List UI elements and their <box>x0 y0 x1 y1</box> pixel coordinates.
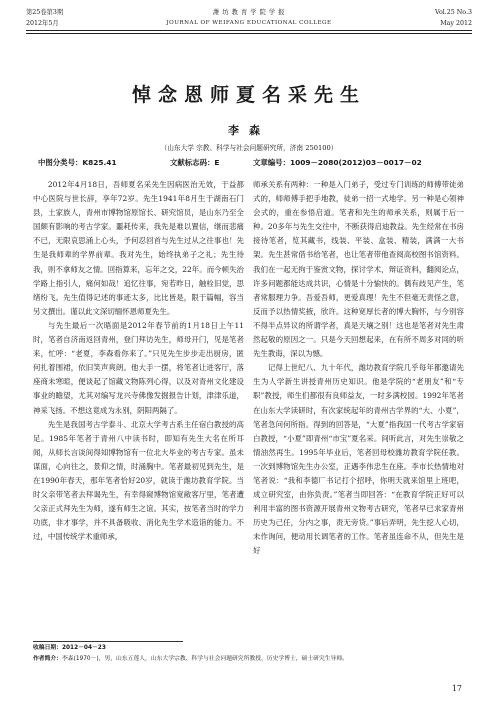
journal-name-en: JOURNAL OF WEIFANG EDUCATIONAL COLLEGE <box>166 20 332 26</box>
paragraph: 记得上世纪八、九十年代，潍坊教育学院几乎每年都邀请先生为人学新生讲授青州历史知识。他是学院的“老朋友”和“专职”教授，师生们都很有良师益友，一时多满校园。1992年笔者在山东大学读研时，有次家统起年的青州古学界的“大、小夏”，笔者急问何所指。得到的回答是，“大夏”指我国一代考古学家宿白教授，“小夏”即青州“市宝”夏名采。间听此言，对先生崇敬之情油然再生。1995年毕业后，笔者回母校潍坊教育学院任教。一次到博物馆先生办公室，正遇李伟忠生在座。李市长热情地对笔者说：“我和李德厂书记打个招呼，你明天就来馆里上班吧，成立研究室，由你负责。”笔者当即回答：“在教育学院正好可以利用丰富的图书资源开展青州文物考古研究，笔者早已求家青州历史为己任，分内之事，责无旁贷。”事后弄明，先生挖人心切，未作询问，便动用长调笔者的工作。笔者虽连命不从，但先生是好 <box>253 363 464 556</box>
header-rule-thin <box>26 33 472 34</box>
author-name: 李森 <box>228 124 270 137</box>
received-date: 收稿日期：2012－04－23 <box>33 645 106 651</box>
author-bio <box>33 655 465 664</box>
clc-number: 中图分类号：K825.41 <box>38 158 117 167</box>
volume-label: Vol.25 No.3 <box>435 9 472 16</box>
author-bio-label: 作者简介： <box>33 656 62 662</box>
document-code: 文献标志码：E <box>170 158 220 167</box>
left-column <box>33 178 244 544</box>
affiliation: （山东大学 宗教、科学与社会问题研究所，济南 250100） <box>160 144 338 152</box>
author-bio-text: 李森(1970－)，男，山东五莲人，山东大学宗教、科学与社会问题研究所教授，历史学博士，硕士研究生导师。 <box>62 656 348 662</box>
paragraph: 2012年4月18日，吾师夏名采先生因病医治无效，于益都中心医院与世长辞，享年72岁。先生1941年8月生于湖南石门县，土家族人，青州市博物馆原馆长、研究馆员，是山东乃至全国颇有影响的考古学家。噩耗传来，我先是难以置信，继而悲痛不已，无限哀思涌上心头，予何忍回首与先生过从之往事也！先生是我师辈的学界前辈。我对先生，始终执弟子之礼；先生待我，则不拿师友之情。回指算来，忘年之交，22年。而今顿失治学路上指引人，痛何如哉！追忆往事，宛若昨日，触栓旧觉，思绪纷飞。先生值得记述的事迹太多，比比皆是，限于篇幅，容当另文撰出。谨以此文深切缅怀恩师夏先生。 <box>33 180 244 316</box>
header-rule-thick <box>26 30 472 31</box>
issue-label: 第25卷第3期 <box>26 9 64 16</box>
date-cn: 2012年5月 <box>26 20 59 27</box>
article-id: 文章编号：1009－2080(2012)03－0017－02 <box>253 158 422 167</box>
page-number: 17 <box>451 684 462 693</box>
footnote-rule <box>33 641 183 642</box>
article-title: 悼念恩师夏名采先生 <box>131 84 366 106</box>
paragraph: 先生是我国考古学泰斗、北京大学考古系主任宿白教授的高足。1985年笔者于青州八中读书时，即知有先生大名在所耳闻，从师长言谈间得知博物馆有一位北大毕业的考古专家。虽未谋面，心向往之，景仰之情，时涌胸中。笔者最初见到先生，是在1990年春天，那年笔者恰好20岁，就读于潍坊教育学院。当时父亲带笔者去拜谒先生，有幸得窥博物馆宽敞客厅里，笔者遭父亲正式拜先生为师，遂有师生之谊。其实，按笔者当时的学力功底，非才事学，并不具备吸收、消化先生学术造诣的能力。不过，中国传统学术重师承， <box>33 419 244 542</box>
paragraph: 师承关系有两种：一种是入门弟子，受过专门训练的师傅带徒弟式的，师师傅手把手地教，徒弟一招一式地学。另一种是心领神会式的，重在参悟启道。笔者和先生的师承关系，则属于后一种。20多年与先生交往中，不断获得启迪教益。先生经常在书房接待笔者，览其藏书，线装、平装、盒装、精装，满满一大书架。先生甚常借书给笔者，也让笔者带他查阅高校图书馆资料。我们在一起无拘于鉴赏文物，探讨学术，辩证资料，翻阅论点，许多问题都能达成共识，心情是十分愉快的。偶有歧见产生，笔者常服理力争。吾爱吾师，更爱真理！先生不但毫无责怪之意，反而予以热情奖掖，欣许。这种宽厚长者的博大胸怀，与今别容不得半点异议的所谓学者，真是天壤之别！这也是笔者对先生肃然起敬的原因之一。只是今天回想起来，在有所不周多对同的听先生教诲，深以为憾。 <box>253 180 464 359</box>
right-column <box>253 178 464 559</box>
paragraph: 与先生最后一次晤面是2012年春节前的1月18日上午11时，笔者自济南返回青州，登门拜访先生，师母开门，见是笔者来，忙呼：“老夏，李森看你来了。”只见先生步步走出厨房，匿何扎着围裙，依旧笑声爽朗。他大手一摆，将笔者让进客厅，落座商未寒暄，便谈起了馆藏文物陈列心得，以及对青州文化建设事业的瞻望，尤其对编写龙兴寺佛像发掘报告计划，津津乐道，神采飞扬。不想这竟成为永别，阴阳两隔了。 <box>33 320 244 415</box>
journal-name-cn: 潍 坊 教 育 学 院 学 报 <box>213 9 285 16</box>
date-en: May 2012 <box>440 20 472 27</box>
